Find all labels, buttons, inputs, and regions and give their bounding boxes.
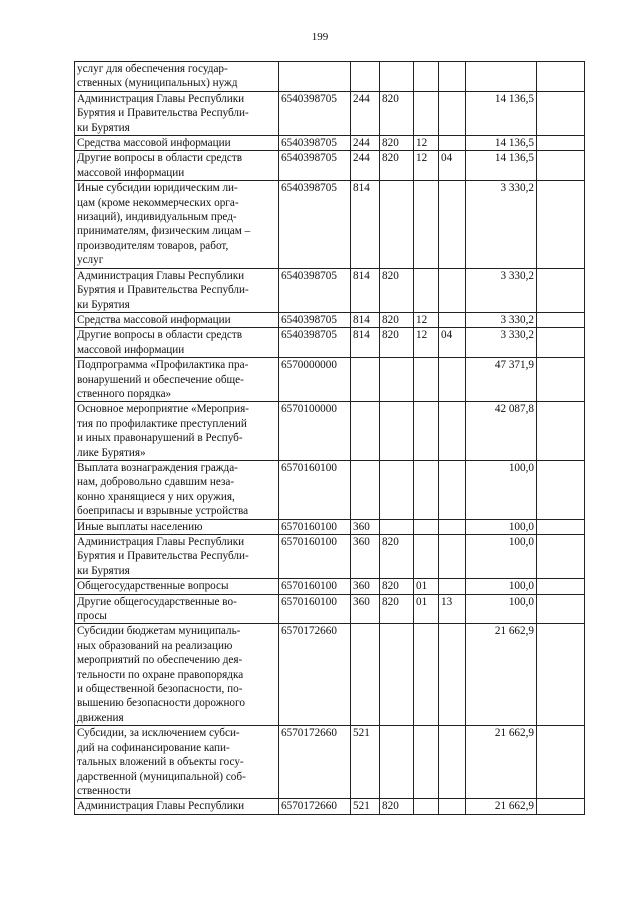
ministry-code-cell: 820	[380, 535, 414, 579]
row-name-line: Администрация Главы Республики	[77, 536, 245, 548]
subsection-code-cell	[439, 402, 466, 461]
row-name-line: Средства массовой информации	[77, 313, 231, 326]
target-article-cell: 6570160100	[279, 579, 351, 594]
target-article-cell: 6540398705	[279, 136, 351, 151]
row-name-line: Субсидии бюджетам муниципаль-	[77, 625, 241, 638]
row-name-cell	[75, 594, 279, 624]
row-name-line: массовой информации	[77, 343, 185, 356]
table-row	[75, 358, 585, 402]
row-name-line: ственного порядка»	[77, 387, 172, 400]
row-name-line: просы	[77, 610, 107, 623]
target-article-cell: 6540398705	[279, 312, 351, 327]
row-name-line: Подпрограмма «Профилактика пра-	[77, 359, 249, 372]
subsection-code-cell	[439, 579, 466, 594]
row-name-line: Администрация Главы Республики	[77, 800, 245, 813]
section-code-cell	[414, 519, 439, 534]
expense-type-cell: 360	[351, 594, 380, 624]
row-name-line: дарственной (муниципальной) соб-	[77, 770, 246, 783]
expense-type-cell	[351, 358, 380, 402]
subsection-code-cell: 04	[439, 151, 466, 181]
row-name-cell	[75, 62, 279, 92]
row-name-line: и иных правонарушений в Респуб-	[77, 432, 243, 445]
row-name-line: Администрация Главы Республики	[77, 269, 245, 282]
table-row	[75, 268, 585, 312]
subsection-code-cell	[439, 268, 466, 312]
extra-cell	[537, 594, 585, 624]
section-code-cell	[414, 358, 439, 402]
row-name-line: Основное мероприятие «Мероприя-	[77, 403, 249, 416]
section-code-cell	[414, 460, 439, 519]
target-article-cell: 6540398705	[279, 91, 351, 135]
expense-type-cell: 360	[351, 535, 380, 579]
subsection-code-cell	[439, 181, 466, 268]
row-name-line: принимателям, физическим лицам –	[77, 225, 251, 238]
amount-cell: 14 136,5	[466, 136, 537, 151]
row-name-cell	[75, 91, 279, 135]
section-code-cell	[414, 181, 439, 268]
expense-type-cell	[351, 624, 380, 726]
target-article-cell: 6570172660	[279, 799, 351, 814]
target-article-cell: 6570160100	[279, 460, 351, 519]
row-name-line: ки Бурятия	[77, 121, 130, 134]
ministry-code-cell: 820	[380, 91, 414, 135]
row-name-line: низаций), индивидуальным пред-	[77, 211, 237, 224]
extra-cell	[537, 535, 585, 579]
table-row	[75, 535, 585, 579]
row-name-line: вышению безопасности дорожного	[77, 697, 245, 710]
target-article-cell: 6570000000	[279, 358, 351, 402]
row-name-line: ственности	[77, 784, 131, 797]
extra-cell	[537, 624, 585, 726]
row-name-line: Бурятия и Правительства Республи-	[77, 550, 249, 563]
row-name-line: Другие общегосударственные во-	[77, 595, 237, 608]
expense-type-cell: 360	[351, 519, 380, 534]
amount-cell: 100,0	[466, 579, 537, 594]
ministry-code-cell	[380, 402, 414, 461]
row-name-cell	[75, 624, 279, 726]
target-article-cell: 6540398705	[279, 181, 351, 268]
table-row	[75, 328, 585, 358]
row-name-cell	[75, 181, 279, 268]
row-name-cell	[75, 136, 279, 151]
row-name-line: ки Бурятия	[77, 564, 130, 577]
ministry-code-cell	[380, 624, 414, 726]
row-name-line: конно хранящиеся у них оружия,	[77, 490, 235, 503]
target-article-cell: 6540398705	[279, 328, 351, 358]
row-name-line: производителям товаров, работ,	[77, 239, 229, 252]
target-article-cell: 6540398705	[279, 268, 351, 312]
section-code-cell: 12	[414, 136, 439, 151]
table-row	[75, 181, 585, 268]
extra-cell	[537, 358, 585, 402]
row-name-line: Субсидии, за исключением субси-	[77, 727, 240, 740]
extra-cell	[537, 91, 585, 135]
amount-cell: 3 330,2	[466, 312, 537, 327]
row-name-line: нам, добровольно сдавшим неза-	[77, 476, 235, 489]
target-article-cell: 6570160100	[279, 519, 351, 534]
amount-cell: 14 136,5	[466, 151, 537, 181]
amount-cell: 14 136,5	[466, 91, 537, 135]
section-code-cell	[414, 799, 439, 814]
ministry-code-cell	[380, 62, 414, 92]
target-article-cell	[279, 62, 351, 92]
table-row	[75, 402, 585, 461]
subsection-code-cell	[439, 460, 466, 519]
row-name-cell	[75, 268, 279, 312]
subsection-code-cell	[439, 91, 466, 135]
row-name-cell	[75, 402, 279, 461]
section-code-cell	[414, 726, 439, 799]
row-name-line: ственных (муниципальных) нужд	[77, 77, 238, 90]
table-row	[75, 312, 585, 327]
extra-cell	[537, 726, 585, 799]
ministry-code-cell	[380, 519, 414, 534]
target-article-cell: 6570172660	[279, 624, 351, 726]
extra-cell	[537, 181, 585, 268]
subsection-code-cell	[439, 799, 466, 814]
section-code-cell	[414, 268, 439, 312]
section-code-cell: 01	[414, 594, 439, 624]
row-name-line: боеприпасы и взрывные устройства	[77, 505, 249, 518]
ministry-code-cell	[380, 726, 414, 799]
row-name-line: Общегосударственные вопросы	[77, 580, 229, 593]
expense-type-cell: 814	[351, 181, 380, 268]
row-name-line: вонарушений и обеспечение обще-	[77, 373, 244, 386]
amount-cell: 3 330,2	[466, 181, 537, 268]
row-name-line: тельности по охране правопорядка	[77, 668, 244, 681]
subsection-code-cell	[439, 136, 466, 151]
row-name-line: услуг для обеспечения государ-	[77, 63, 228, 75]
target-article-cell: 6570172660	[279, 726, 351, 799]
expense-type-cell: 521	[351, 799, 380, 814]
extra-cell	[537, 460, 585, 519]
row-name-cell	[75, 358, 279, 402]
target-article-cell: 6540398705	[279, 151, 351, 181]
table-row	[75, 594, 585, 624]
table-row	[75, 62, 585, 92]
budget-table-body	[75, 62, 585, 815]
section-code-cell	[414, 624, 439, 726]
table-row	[75, 726, 585, 799]
expense-type-cell	[351, 460, 380, 519]
row-name-line: Бурятия и Правительства Республи-	[77, 107, 249, 120]
row-name-cell	[75, 519, 279, 534]
ministry-code-cell: 820	[380, 328, 414, 358]
subsection-code-cell	[439, 624, 466, 726]
row-name-cell	[75, 535, 279, 579]
row-name-cell	[75, 799, 279, 814]
row-name-line: и общественной безопасности, по-	[77, 683, 243, 696]
row-name-line: тальных вложений в объекты госу-	[77, 756, 244, 769]
expense-type-cell	[351, 62, 380, 92]
extra-cell	[537, 799, 585, 814]
table-row	[75, 519, 585, 534]
ministry-code-cell: 820	[380, 151, 414, 181]
row-name-line: Выплата вознаграждения гражда-	[77, 461, 238, 474]
row-name-line: услуг	[77, 254, 104, 267]
table-row	[75, 460, 585, 519]
expense-type-cell: 244	[351, 91, 380, 135]
table-row	[75, 579, 585, 594]
amount-cell: 21 662,9	[466, 624, 537, 726]
subsection-code-cell	[439, 726, 466, 799]
row-name-line: Средства массовой информации	[77, 137, 231, 150]
amount-cell: 21 662,9	[466, 726, 537, 799]
expense-type-cell	[351, 402, 380, 461]
target-article-cell: 6570100000	[279, 402, 351, 461]
table-row	[75, 136, 585, 151]
amount-cell: 100,0	[466, 594, 537, 624]
table-row	[75, 799, 585, 814]
row-name-line: Другие вопросы в области средств	[77, 152, 243, 165]
row-name-line: Иные выплаты населению	[77, 520, 203, 533]
expense-type-cell: 244	[351, 136, 380, 151]
extra-cell	[537, 402, 585, 461]
amount-cell: 100,0	[466, 519, 537, 534]
amount-cell	[466, 62, 537, 92]
row-name-line: Бурятия и Правительства Республи-	[77, 284, 249, 297]
table-row	[75, 624, 585, 726]
amount-cell: 3 330,2	[466, 268, 537, 312]
ministry-code-cell	[380, 460, 414, 519]
section-code-cell	[414, 535, 439, 579]
subsection-code-cell	[439, 535, 466, 579]
extra-cell	[537, 268, 585, 312]
row-name-line: Иные субсидии юридическим ли-	[77, 182, 238, 195]
expense-type-cell: 814	[351, 312, 380, 327]
row-name-line: движения	[77, 711, 124, 724]
row-name-line: Администрация Главы Республики	[77, 92, 245, 105]
row-name-cell	[75, 726, 279, 799]
ministry-code-cell	[380, 181, 414, 268]
row-name-cell	[75, 579, 279, 594]
extra-cell	[537, 312, 585, 327]
target-article-cell: 6570160100	[279, 535, 351, 579]
row-name-line: Другие вопросы в области средств	[77, 329, 243, 342]
amount-cell: 47 371,9	[466, 358, 537, 402]
ministry-code-cell: 820	[380, 136, 414, 151]
row-name-cell	[75, 328, 279, 358]
section-code-cell	[414, 402, 439, 461]
target-article-cell: 6570160100	[279, 594, 351, 624]
amount-cell: 3 330,2	[466, 328, 537, 358]
amount-cell: 100,0	[466, 460, 537, 519]
amount-cell: 42 087,8	[466, 402, 537, 461]
table-row	[75, 151, 585, 181]
ministry-code-cell: 820	[380, 799, 414, 814]
section-code-cell: 12	[414, 328, 439, 358]
extra-cell	[537, 151, 585, 181]
subsection-code-cell: 13	[439, 594, 466, 624]
budget-table	[74, 61, 585, 815]
ministry-code-cell: 820	[380, 594, 414, 624]
expense-type-cell: 814	[351, 328, 380, 358]
subsection-code-cell	[439, 358, 466, 402]
expense-type-cell: 521	[351, 726, 380, 799]
page-number: 199	[311, 31, 329, 43]
ministry-code-cell: 820	[380, 579, 414, 594]
ministry-code-cell: 820	[380, 312, 414, 327]
extra-cell	[537, 136, 585, 151]
section-code-cell	[414, 91, 439, 135]
extra-cell	[537, 579, 585, 594]
expense-type-cell: 814	[351, 268, 380, 312]
extra-cell	[537, 62, 585, 92]
subsection-code-cell	[439, 62, 466, 92]
subsection-code-cell: 04	[439, 328, 466, 358]
row-name-line: ных образований на реализацию	[77, 639, 233, 652]
expense-type-cell: 360	[351, 579, 380, 594]
ministry-code-cell: 820	[380, 268, 414, 312]
table-row	[75, 91, 585, 135]
section-code-cell	[414, 62, 439, 92]
row-name-cell	[75, 151, 279, 181]
section-code-cell: 01	[414, 579, 439, 594]
row-name-line: лике Бурятия»	[77, 446, 146, 459]
row-name-line: мероприятий по обеспечению дея-	[77, 654, 243, 667]
row-name-line: ки Бурятия	[77, 298, 130, 311]
row-name-line: цам (кроме некоммерческих орга-	[77, 196, 239, 209]
extra-cell	[537, 519, 585, 534]
row-name-line: дий на софинансирование капи-	[77, 741, 230, 754]
row-name-cell	[75, 460, 279, 519]
subsection-code-cell	[439, 312, 466, 327]
expense-type-cell: 244	[351, 151, 380, 181]
amount-cell: 100,0	[466, 535, 537, 579]
row-name-cell	[75, 312, 279, 327]
amount-cell: 21 662,9	[466, 799, 537, 814]
subsection-code-cell	[439, 519, 466, 534]
row-name-line: тия по профилактике преступлений	[77, 417, 247, 430]
ministry-code-cell	[380, 358, 414, 402]
section-code-cell: 12	[414, 312, 439, 327]
row-name-line: массовой информации	[77, 166, 185, 179]
section-code-cell: 12	[414, 151, 439, 181]
extra-cell	[537, 328, 585, 358]
